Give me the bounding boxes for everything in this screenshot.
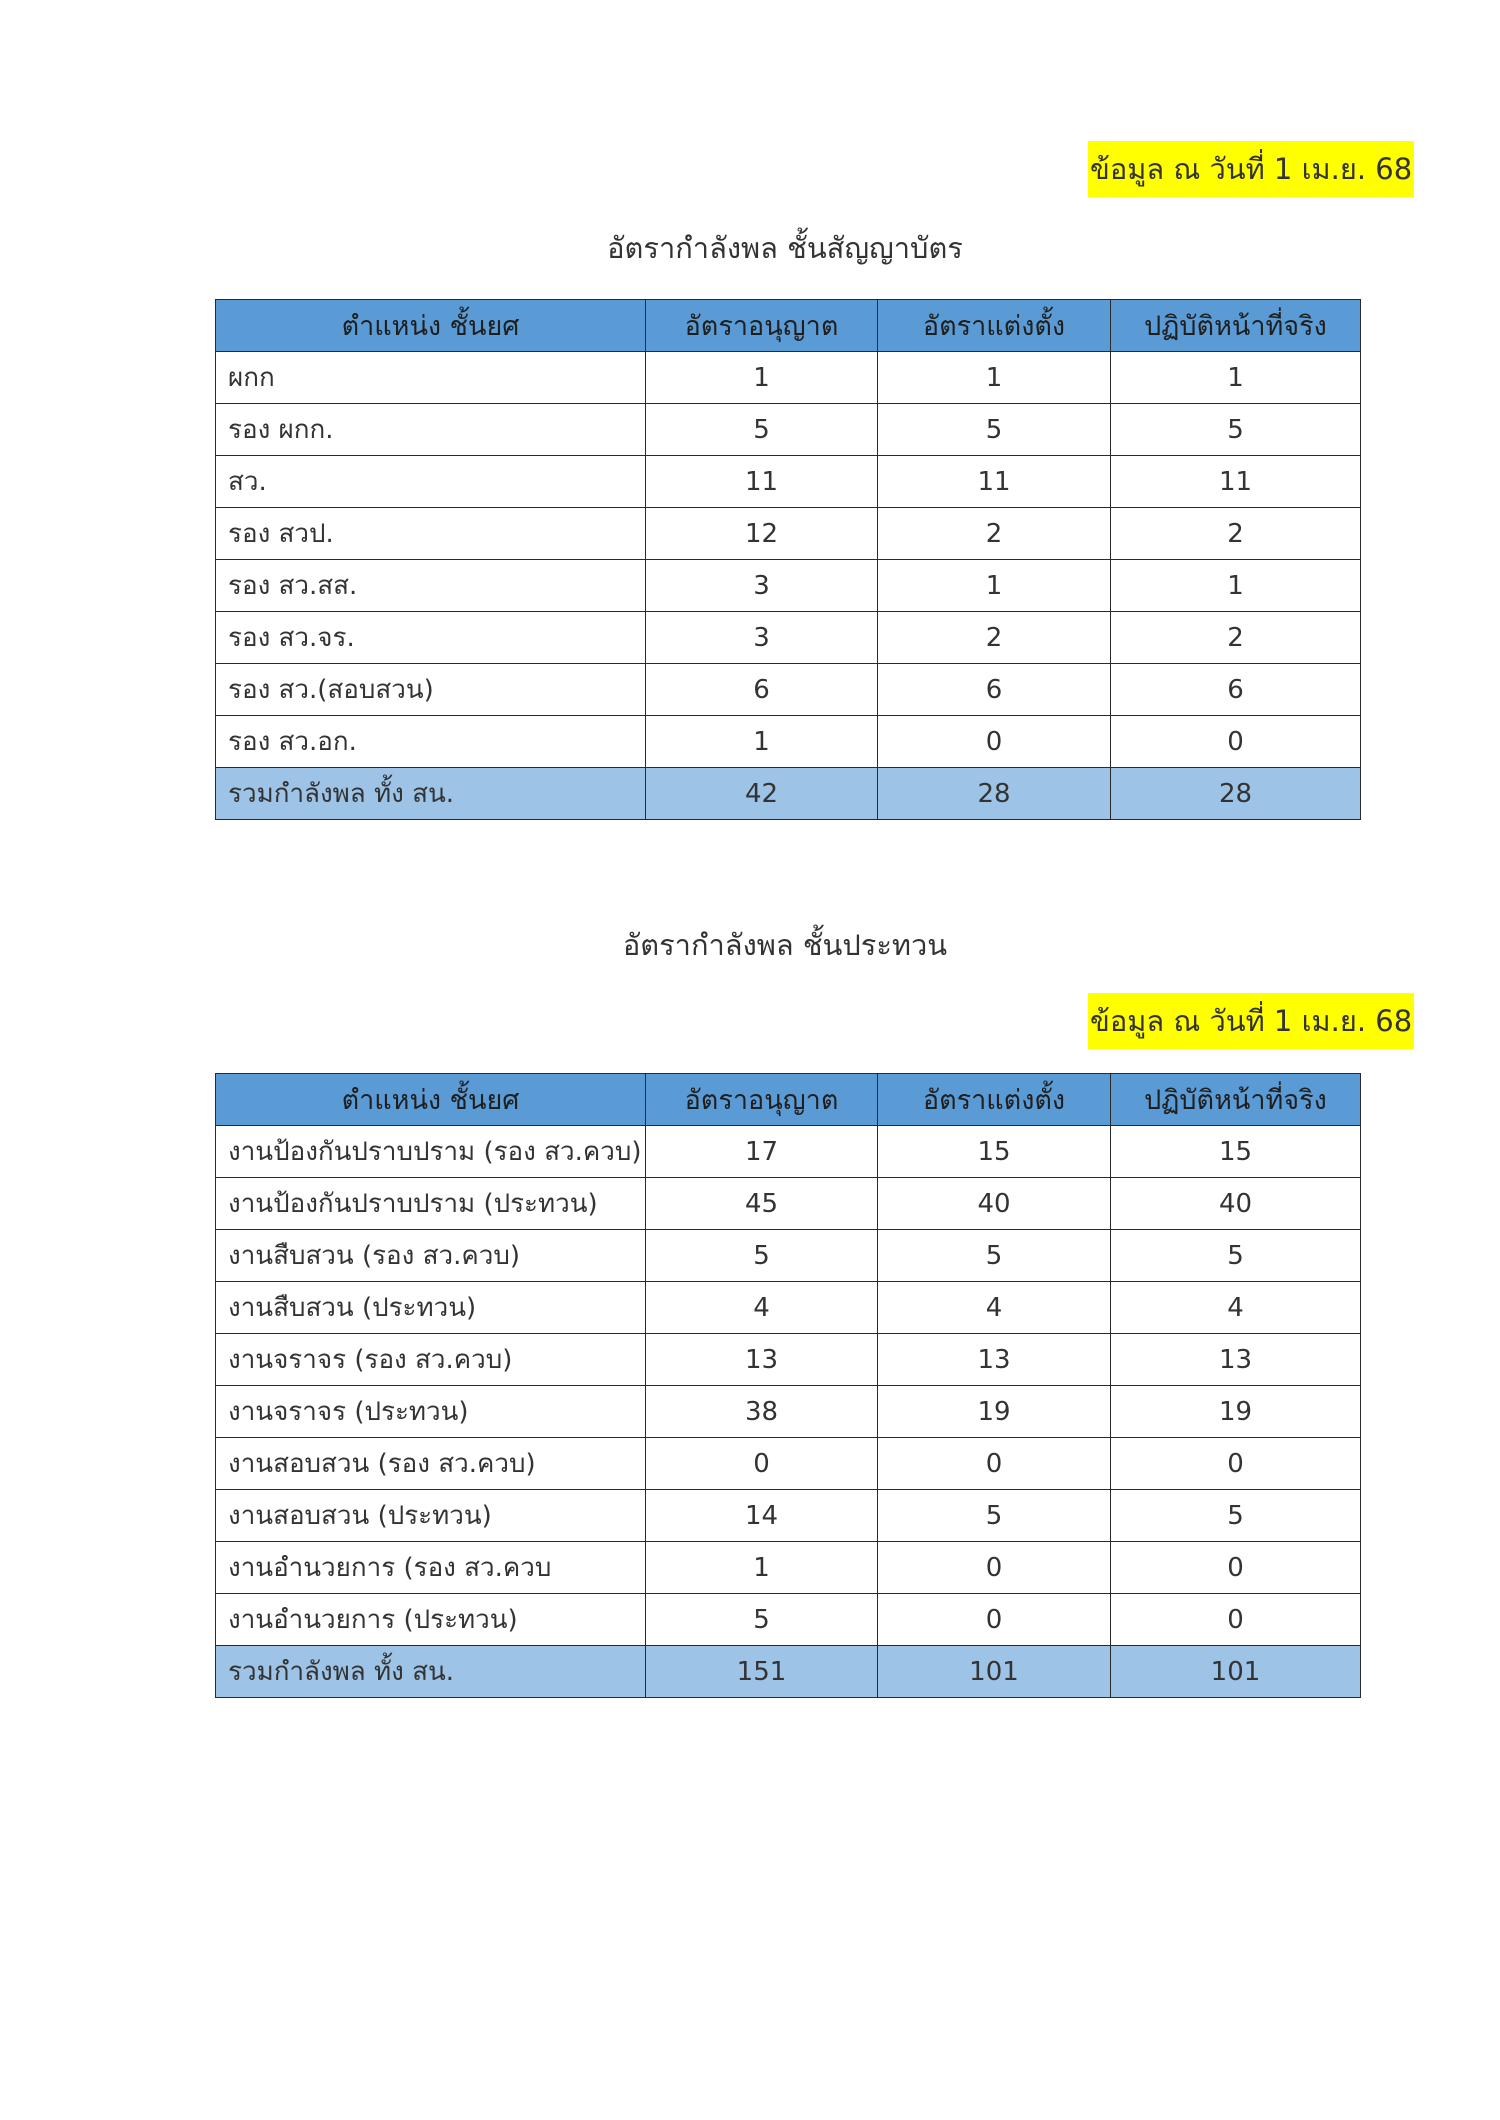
cell-appointed: 19 (878, 1386, 1111, 1438)
cell-position: งานจราจร (ประทวน) (216, 1386, 646, 1438)
cell-authorized: 5 (646, 1230, 878, 1282)
cell-authorized: 45 (646, 1178, 878, 1230)
cell-on-duty: 5 (1111, 1230, 1361, 1282)
cell-position: รวมกำลังพล ทั้ง สน. (216, 768, 646, 820)
table-row (216, 1282, 1361, 1334)
cell-on-duty: 19 (1111, 1386, 1361, 1438)
cell-appointed: 5 (878, 404, 1111, 456)
cell-authorized: 1 (646, 352, 878, 404)
cell-on-duty: 1 (1111, 352, 1361, 404)
header-row (216, 300, 1361, 352)
cell-appointed: 0 (878, 716, 1111, 768)
table-row (216, 508, 1361, 560)
cell-authorized: 38 (646, 1386, 878, 1438)
cell-on-duty: 6 (1111, 664, 1361, 716)
header-authorized: อัตราอนุญาต (646, 1074, 878, 1126)
cell-authorized: 1 (646, 716, 878, 768)
header-appointed: อัตราแต่งตั้ง (878, 300, 1111, 352)
table-row (216, 1438, 1361, 1490)
cell-on-duty: 40 (1111, 1178, 1361, 1230)
table-row (216, 664, 1361, 716)
table-row (216, 1230, 1361, 1282)
cell-on-duty: 28 (1111, 768, 1361, 820)
cell-appointed: 0 (878, 1594, 1111, 1646)
cell-on-duty: 2 (1111, 612, 1361, 664)
cell-authorized: 3 (646, 612, 878, 664)
table-row (216, 716, 1361, 768)
header-on-duty: ปฏิบัติหน้าที่จริง (1111, 300, 1361, 352)
cell-on-duty: 11 (1111, 456, 1361, 508)
cell-appointed: 11 (878, 456, 1111, 508)
cell-appointed: 2 (878, 508, 1111, 560)
cell-appointed: 1 (878, 352, 1111, 404)
cell-authorized: 6 (646, 664, 878, 716)
header-row (216, 1074, 1361, 1126)
cell-appointed: 28 (878, 768, 1111, 820)
table-row (216, 1490, 1361, 1542)
table-row (216, 1334, 1361, 1386)
table-row (216, 1178, 1361, 1230)
cell-appointed: 13 (878, 1334, 1111, 1386)
cell-authorized: 14 (646, 1490, 878, 1542)
cell-appointed: 0 (878, 1438, 1111, 1490)
cell-authorized: 17 (646, 1126, 878, 1178)
cell-position: รวมกำลังพล ทั้ง สน. (216, 1646, 646, 1698)
cell-position: งานป้องกันปราบปราม (รอง สว.ควบ) (216, 1126, 646, 1178)
cell-position: งานสืบสวน (รอง สว.ควบ) (216, 1230, 646, 1282)
cell-appointed: 2 (878, 612, 1111, 664)
table-row (216, 404, 1361, 456)
cell-on-duty: 5 (1111, 404, 1361, 456)
cell-appointed: 0 (878, 1542, 1111, 1594)
cell-on-duty: 13 (1111, 1334, 1361, 1386)
cell-appointed: 15 (878, 1126, 1111, 1178)
cell-authorized: 12 (646, 508, 878, 560)
header-position: ตำแหน่ง ชั้นยศ (216, 1074, 646, 1126)
total-row (216, 768, 1361, 820)
table-row (216, 1542, 1361, 1594)
cell-on-duty: 101 (1111, 1646, 1361, 1698)
date-note-commissioned: ข้อมูล ณ วันที่ 1 เม.ย. 68 (1088, 141, 1414, 197)
table-row (216, 612, 1361, 664)
cell-position: ผกก (216, 352, 646, 404)
table-row (216, 560, 1361, 612)
cell-authorized: 42 (646, 768, 878, 820)
table-row (216, 1594, 1361, 1646)
cell-position: รอง สว.จร. (216, 612, 646, 664)
cell-position: รอง สวป. (216, 508, 646, 560)
cell-on-duty: 4 (1111, 1282, 1361, 1334)
cell-authorized: 5 (646, 1594, 878, 1646)
cell-position: รอง สว.สส. (216, 560, 646, 612)
cell-position: งานสืบสวน (ประทวน) (216, 1282, 646, 1334)
header-on-duty: ปฏิบัติหน้าที่จริง (1111, 1074, 1361, 1126)
cell-on-duty: 15 (1111, 1126, 1361, 1178)
cell-position: รอง ผกก. (216, 404, 646, 456)
header-position: ตำแหน่ง ชั้นยศ (216, 300, 646, 352)
cell-on-duty: 0 (1111, 716, 1361, 768)
cell-on-duty: 0 (1111, 1594, 1361, 1646)
cell-authorized: 3 (646, 560, 878, 612)
cell-position: รอง สว.อก. (216, 716, 646, 768)
table-row (216, 456, 1361, 508)
cell-authorized: 11 (646, 456, 878, 508)
header-authorized: อัตราอนุญาต (646, 300, 878, 352)
cell-authorized: 151 (646, 1646, 878, 1698)
cell-appointed: 5 (878, 1490, 1111, 1542)
title-noncommissioned: อัตรากำลังพล ชั้นประทวน (622, 928, 948, 962)
cell-appointed: 101 (878, 1646, 1111, 1698)
cell-authorized: 4 (646, 1282, 878, 1334)
noncommissioned-table (215, 1073, 1361, 1698)
commissioned-table (215, 299, 1361, 820)
cell-appointed: 6 (878, 664, 1111, 716)
cell-authorized: 13 (646, 1334, 878, 1386)
cell-on-duty: 0 (1111, 1542, 1361, 1594)
cell-authorized: 5 (646, 404, 878, 456)
cell-authorized: 0 (646, 1438, 878, 1490)
cell-authorized: 1 (646, 1542, 878, 1594)
header-appointed: อัตราแต่งตั้ง (878, 1074, 1111, 1126)
cell-appointed: 1 (878, 560, 1111, 612)
cell-on-duty: 1 (1111, 560, 1361, 612)
cell-position: งานอำนวยการ (รอง สว.ควบ (216, 1542, 646, 1594)
cell-appointed: 40 (878, 1178, 1111, 1230)
table-row (216, 1126, 1361, 1178)
cell-position: งานป้องกันปราบปราม (ประทวน) (216, 1178, 646, 1230)
title-commissioned: อัตรากำลังพล ชั้นสัญญาบัตร (607, 231, 963, 265)
cell-on-duty: 0 (1111, 1438, 1361, 1490)
cell-position: งานจราจร (รอง สว.ควบ) (216, 1334, 646, 1386)
cell-on-duty: 2 (1111, 508, 1361, 560)
total-row (216, 1646, 1361, 1698)
cell-appointed: 5 (878, 1230, 1111, 1282)
table-row (216, 352, 1361, 404)
cell-on-duty: 5 (1111, 1490, 1361, 1542)
cell-position: งานสอบสวน (ประทวน) (216, 1490, 646, 1542)
cell-appointed: 4 (878, 1282, 1111, 1334)
cell-position: สว. (216, 456, 646, 508)
date-note-noncommissioned: ข้อมูล ณ วันที่ 1 เม.ย. 68 (1088, 993, 1414, 1049)
cell-position: งานสอบสวน (รอง สว.ควบ) (216, 1438, 646, 1490)
cell-position: งานอำนวยการ (ประทวน) (216, 1594, 646, 1646)
table-row (216, 1386, 1361, 1438)
cell-position: รอง สว.(สอบสวน) (216, 664, 646, 716)
